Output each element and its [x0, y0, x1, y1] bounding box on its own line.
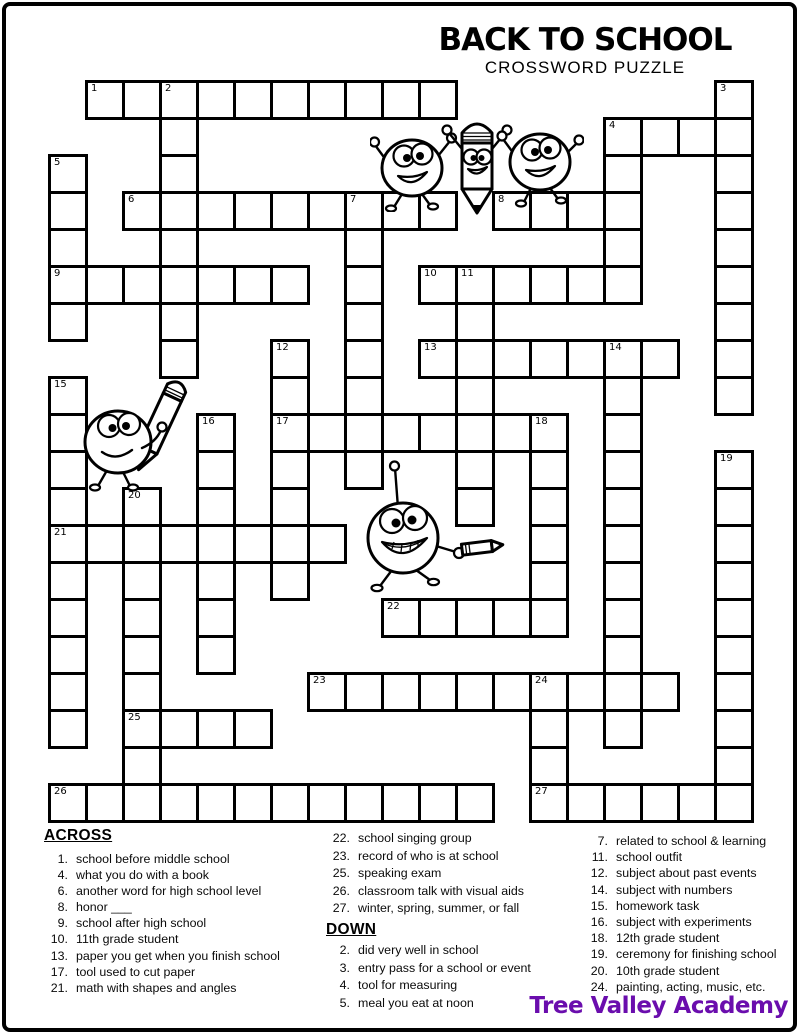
grid-cell-r14c15[interactable] [603, 598, 643, 638]
clue-number: 22. [332, 831, 350, 845]
clue-text: speaking exam [358, 866, 442, 881]
clue-text: school outfit [616, 850, 683, 865]
clue-number: 4. [57, 868, 68, 883]
grid-cell-r10c15[interactable] [603, 450, 643, 490]
grid-cell-r10c4[interactable] [196, 450, 236, 490]
clue-text: homework task [616, 898, 700, 913]
grid-cell-r17c2[interactable] [122, 709, 162, 749]
clue-item-19 [584, 946, 798, 962]
clue-number: 6. [57, 884, 68, 899]
grid-cell-r7c16[interactable] [640, 339, 680, 379]
grid-cell-r3c7[interactable] [307, 191, 347, 231]
clue-item-21 [44, 980, 330, 996]
clue-number: 5. [339, 995, 350, 1010]
grid-cell-r17c0[interactable] [48, 709, 88, 749]
clue-text: record of who is at school [358, 848, 499, 863]
grid-cell-r8c18[interactable] [714, 376, 754, 416]
grid-cell-r15c15[interactable] [603, 635, 643, 675]
clue-number: 16. [590, 915, 608, 930]
clue-text: 10th grade student [616, 963, 720, 978]
grid-cell-r17c3[interactable] [159, 709, 199, 749]
grid-cell-r13c18[interactable] [714, 561, 754, 601]
grid-cell-r5c12[interactable] [492, 265, 532, 305]
grid-cell-r13c6[interactable] [270, 561, 310, 601]
grid-cell-r11c15[interactable] [603, 487, 643, 527]
grid-cell-r10c18[interactable] [714, 450, 754, 490]
grid-cell-r15c0[interactable] [48, 635, 88, 675]
clue-number: 10. [50, 932, 68, 947]
grid-cell-r7c14[interactable] [566, 339, 606, 379]
grid-cell-r0c9[interactable] [381, 80, 421, 120]
grid-cell-r3c4[interactable] [196, 191, 236, 231]
clue-number: 12. [590, 866, 608, 881]
grid-cell-r7c10[interactable] [418, 339, 458, 379]
grid-cell-r16c7[interactable] [307, 672, 347, 712]
grid-cell-r16c12[interactable] [492, 672, 532, 712]
grid-cell-r5c4[interactable] [196, 265, 236, 305]
cell-number-24: 24 [535, 675, 548, 686]
clue-number: 17. [50, 964, 68, 979]
grid-cell-r19c10[interactable] [418, 783, 458, 823]
grid-cell-r14c18[interactable] [714, 598, 754, 638]
grid-cell-r12c6[interactable] [270, 524, 310, 564]
grid-cell-r14c0[interactable] [48, 598, 88, 638]
cell-number-3: 3 [720, 83, 727, 94]
clue-item-11 [584, 849, 798, 865]
grid-cell-r19c13[interactable] [529, 783, 569, 823]
cell-number-16: 16 [202, 416, 215, 427]
clue-item-8 [44, 899, 330, 915]
grid-cell-r5c18[interactable] [714, 265, 754, 305]
grid-cell-r19c0[interactable] [48, 783, 88, 823]
clue-number: 7. [597, 834, 608, 848]
grid-cell-r5c6[interactable] [270, 265, 310, 305]
clue-text: math with shapes and angles [76, 980, 237, 995]
grid-cell-r5c11[interactable] [455, 265, 495, 305]
cell-number-21: 21 [54, 527, 67, 538]
grid-cell-r16c10[interactable] [418, 672, 458, 712]
grid-cell-r2c3[interactable] [159, 154, 199, 194]
clue-number: 25. [332, 866, 350, 881]
grid-cell-r11c18[interactable] [714, 487, 754, 527]
clue-item-14 [584, 882, 798, 898]
clue-item-1 [44, 851, 330, 867]
grid-cell-r16c16[interactable] [640, 672, 680, 712]
cell-number-14: 14 [609, 342, 622, 353]
grid-cell-r9c15[interactable] [603, 413, 643, 453]
clue-number: 20. [590, 963, 608, 978]
grid-cell-r14c2[interactable] [122, 598, 162, 638]
grid-cell-r6c3[interactable] [159, 302, 199, 342]
grid-cell-r19c2[interactable] [122, 783, 162, 823]
clue-text: school after high school [76, 916, 207, 931]
clue-item-20 [584, 963, 798, 979]
grid-cell-r5c13[interactable] [529, 265, 569, 305]
grid-cell-r7c18[interactable] [714, 339, 754, 379]
grid-cell-r8c8[interactable] [344, 376, 384, 416]
clue-text: another word for high school level [76, 884, 262, 899]
grid-cell-r16c8[interactable] [344, 672, 384, 712]
grid-cell-r1c17[interactable] [677, 117, 717, 157]
grid-cell-r5c0[interactable] [48, 265, 88, 305]
clue-item-25 [326, 865, 586, 883]
grid-cell-r19c17[interactable] [677, 783, 717, 823]
grid-cell-r19c14[interactable] [566, 783, 606, 823]
grid-cell-r12c4[interactable] [196, 524, 236, 564]
clue-item-4 [44, 867, 330, 883]
grid-cell-r12c2[interactable] [122, 524, 162, 564]
grid-cell-r10c13[interactable] [529, 450, 569, 490]
grid-cell-r19c3[interactable] [159, 783, 199, 823]
jumping-blob-character [496, 112, 584, 208]
cell-number-25: 25 [128, 712, 141, 723]
grid-cell-r1c18[interactable] [714, 117, 754, 157]
cell-number-2: 2 [165, 83, 172, 94]
grid-cell-r7c6[interactable] [270, 339, 310, 379]
across-clue-column [44, 827, 330, 996]
grid-cell-r15c18[interactable] [714, 635, 754, 675]
grid-cell-r3c5[interactable] [233, 191, 273, 231]
grid-cell-r3c2[interactable] [122, 191, 162, 231]
cell-number-6: 6 [128, 194, 135, 205]
grid-cell-r16c2[interactable] [122, 672, 162, 712]
grid-cell-r4c8[interactable] [344, 228, 384, 268]
clue-text: paper you get when you finish school [76, 948, 280, 963]
clue-item-2 [326, 942, 586, 960]
grid-cell-r18c13[interactable] [529, 746, 569, 786]
clue-number: 27. [332, 901, 350, 916]
title-block [428, 24, 742, 78]
grid-cell-r16c11[interactable] [455, 672, 495, 712]
down-clue-column [584, 833, 798, 995]
grid-cell-r15c4[interactable] [196, 635, 236, 675]
grid-cell-r11c13[interactable] [529, 487, 569, 527]
grid-cell-r9c13[interactable] [529, 413, 569, 453]
clue-text: what you do with a book [76, 868, 209, 883]
grid-cell-r17c15[interactable] [603, 709, 643, 749]
clue-item-18 [584, 930, 798, 946]
clue-text: subject with numbers [616, 882, 733, 897]
grid-cell-r0c1[interactable] [85, 80, 125, 120]
grid-cell-r7c12[interactable] [492, 339, 532, 379]
grid-cell-r14c12[interactable] [492, 598, 532, 638]
grid-cell-r5c3[interactable] [159, 265, 199, 305]
grid-cell-r9c7[interactable] [307, 413, 347, 453]
grid-cell-r9c10[interactable] [418, 413, 458, 453]
clue-number: 26. [332, 883, 350, 898]
clue-number: 13. [50, 948, 68, 963]
cell-number-7: 7 [350, 194, 357, 205]
cell-number-1: 1 [91, 83, 98, 94]
grid-cell-r11c4[interactable] [196, 487, 236, 527]
grid-cell-r16c14[interactable] [566, 672, 606, 712]
grid-cell-r2c0[interactable] [48, 154, 88, 194]
grid-cell-r12c15[interactable] [603, 524, 643, 564]
clue-number: 15. [590, 898, 608, 913]
grid-cell-r16c18[interactable] [714, 672, 754, 712]
cell-number-5: 5 [54, 157, 61, 168]
grid-cell-r14c4[interactable] [196, 598, 236, 638]
clue-text: honor ___ [76, 900, 132, 915]
grid-cell-r7c13[interactable] [529, 339, 569, 379]
grid-cell-r6c11[interactable] [455, 302, 495, 342]
clue-number: 23. [332, 848, 350, 863]
running-blob-with-pencil-character [358, 458, 512, 600]
grid-cell-r12c3[interactable] [159, 524, 199, 564]
grid-cell-r13c2[interactable] [122, 561, 162, 601]
grid-cell-r19c4[interactable] [196, 783, 236, 823]
grid-cell-r3c6[interactable] [270, 191, 310, 231]
grid-cell-r13c15[interactable] [603, 561, 643, 601]
grid-cell-r7c11[interactable] [455, 339, 495, 379]
grid-cell-r5c5[interactable] [233, 265, 273, 305]
grid-cell-r4c15[interactable] [603, 228, 643, 268]
clue-number: 3. [339, 960, 350, 975]
grid-cell-r3c3[interactable] [159, 191, 199, 231]
grid-cell-r5c2[interactable] [122, 265, 162, 305]
grid-cell-r1c15[interactable] [603, 117, 643, 157]
grid-cell-r17c18[interactable] [714, 709, 754, 749]
down-header: DOWN [326, 920, 377, 938]
grid-cell-r12c1[interactable] [85, 524, 125, 564]
grid-cell-r6c8[interactable] [344, 302, 384, 342]
clue-text: winter, spring, summer, or fall [358, 901, 520, 916]
cell-number-23: 23 [313, 675, 326, 686]
clue-item-9 [44, 915, 330, 931]
clue-number: 9. [57, 916, 68, 931]
grid-cell-r10c6[interactable] [270, 450, 310, 490]
grid-cell-r19c11[interactable] [455, 783, 495, 823]
grid-cell-r9c8[interactable] [344, 413, 384, 453]
grid-cell-r2c18[interactable] [714, 154, 754, 194]
clue-item-13 [44, 948, 330, 964]
cell-number-18: 18 [535, 416, 548, 427]
grid-cell-r16c15[interactable] [603, 672, 643, 712]
cell-number-15: 15 [54, 379, 67, 390]
grid-cell-r8c6[interactable] [270, 376, 310, 416]
grid-cell-r0c4[interactable] [196, 80, 236, 120]
clue-item-6 [44, 883, 330, 899]
clue-text: subject about past events [616, 866, 757, 881]
grid-cell-r6c18[interactable] [714, 302, 754, 342]
clue-text: related to school & learning [616, 834, 767, 848]
grid-cell-r9c6[interactable] [270, 413, 310, 453]
grid-cell-r16c13[interactable] [529, 672, 569, 712]
cell-number-27: 27 [535, 786, 548, 797]
grid-cell-r6c0[interactable] [48, 302, 88, 342]
grid-cell-r0c7[interactable] [307, 80, 347, 120]
cell-number-4: 4 [609, 120, 616, 131]
grid-cell-r9c12[interactable] [492, 413, 532, 453]
cell-number-10: 10 [424, 268, 437, 279]
clue-item-22 [326, 830, 586, 848]
grid-cell-r1c3[interactable] [159, 117, 199, 157]
clue-text: 11th grade student [76, 932, 179, 947]
footer-logo: Tree Valley Academy [529, 993, 788, 1019]
grid-cell-r14c9[interactable] [381, 598, 421, 638]
grid-cell-r14c10[interactable] [418, 598, 458, 638]
clue-number: 18. [590, 931, 608, 946]
grid-cell-r12c0[interactable] [48, 524, 88, 564]
grid-cell-r9c9[interactable] [381, 413, 421, 453]
grid-cell-r17c13[interactable] [529, 709, 569, 749]
grid-cell-r19c8[interactable] [344, 783, 384, 823]
grid-cell-r0c6[interactable] [270, 80, 310, 120]
grid-cell-r13c0[interactable] [48, 561, 88, 601]
grid-cell-r19c5[interactable] [233, 783, 273, 823]
clue-text: subject with experiments [616, 915, 752, 930]
clue-item-3 [326, 960, 586, 978]
grid-cell-r18c18[interactable] [714, 746, 754, 786]
clue-text: ceremony for finishing school [616, 947, 777, 962]
cell-number-8: 8 [498, 194, 505, 205]
grid-cell-r19c7[interactable] [307, 783, 347, 823]
grid-cell-r1c16[interactable] [640, 117, 680, 157]
clue-text: school singing group [358, 831, 472, 845]
clue-item-17 [44, 964, 330, 980]
grid-cell-r13c4[interactable] [196, 561, 236, 601]
clue-item-7 [584, 833, 798, 849]
clue-number: 2. [339, 942, 350, 957]
grid-cell-r14c11[interactable] [455, 598, 495, 638]
cell-number-17: 17 [276, 416, 289, 427]
writing-blob-character [78, 368, 200, 494]
grid-cell-r3c18[interactable] [714, 191, 754, 231]
grid-cell-r5c15[interactable] [603, 265, 643, 305]
clue-item-16 [584, 914, 798, 930]
grid-cell-r19c18[interactable] [714, 783, 754, 823]
grid-cell-r5c10[interactable] [418, 265, 458, 305]
page-subtitle: CROSSWORD PUZZLE [484, 57, 686, 77]
grid-cell-r7c15[interactable] [603, 339, 643, 379]
clue-text: entry pass for a school or event [358, 960, 531, 975]
cell-number-22: 22 [387, 601, 400, 612]
grid-cell-r0c2[interactable] [122, 80, 162, 120]
clue-item-27 [326, 900, 586, 918]
grid-cell-r9c4[interactable] [196, 413, 236, 453]
clue-number: 8. [57, 900, 68, 915]
clue-text: tool used to cut paper [76, 964, 196, 979]
grid-cell-r18c2[interactable] [122, 746, 162, 786]
cell-number-9: 9 [54, 268, 61, 279]
clue-item-26 [326, 883, 586, 901]
grid-cell-r0c3[interactable] [159, 80, 199, 120]
clue-number: 4. [339, 978, 350, 993]
grid-cell-r19c15[interactable] [603, 783, 643, 823]
grid-cell-r12c18[interactable] [714, 524, 754, 564]
clue-number: 1. [57, 852, 68, 866]
grid-cell-r4c0[interactable] [48, 228, 88, 268]
grid-cell-r16c0[interactable] [48, 672, 88, 712]
grid-cell-r17c5[interactable] [233, 709, 273, 749]
clue-text: painting, acting, music, etc. [616, 979, 766, 994]
grid-cell-r19c9[interactable] [381, 783, 421, 823]
clue-item-15 [584, 898, 798, 914]
clue-text: 12th grade student [616, 931, 720, 946]
clue-text: classroom talk with visual aids [358, 883, 524, 898]
grid-cell-r5c14[interactable] [566, 265, 606, 305]
grid-cell-r5c1[interactable] [85, 265, 125, 305]
grid-cell-r8c15[interactable] [603, 376, 643, 416]
grid-cell-r17c4[interactable] [196, 709, 236, 749]
clue-item-10 [44, 931, 330, 947]
grid-cell-r14c13[interactable] [529, 598, 569, 638]
clue-number: 24. [590, 979, 608, 994]
grid-cell-r8c11[interactable] [455, 376, 495, 416]
grid-cell-r4c3[interactable] [159, 228, 199, 268]
grid-cell-r7c8[interactable] [344, 339, 384, 379]
grid-cell-r0c5[interactable] [233, 80, 273, 120]
grid-cell-r11c6[interactable] [270, 487, 310, 527]
clue-item-12 [584, 865, 798, 881]
grid-cell-r19c6[interactable] [270, 783, 310, 823]
grid-cell-r9c11[interactable] [455, 413, 495, 453]
across-header: ACROSS [44, 827, 113, 844]
grid-cell-r5c8[interactable] [344, 265, 384, 305]
grid-cell-r16c9[interactable] [381, 672, 421, 712]
cell-number-13: 13 [424, 342, 437, 353]
page-title: BACK TO SCHOOL [438, 22, 732, 58]
middle-clue-column [326, 830, 586, 1012]
clue-text: did very well in school [358, 942, 479, 957]
grid-cell-r3c0[interactable] [48, 191, 88, 231]
grid-cell-r15c2[interactable] [122, 635, 162, 675]
clue-number: 21. [50, 980, 68, 995]
grid-cell-r13c13[interactable] [529, 561, 569, 601]
cell-number-11: 11 [461, 268, 474, 279]
grid-cell-r12c13[interactable] [529, 524, 569, 564]
clue-item-23 [326, 848, 586, 866]
grid-cell-r19c16[interactable] [640, 783, 680, 823]
grid-cell-r12c5[interactable] [233, 524, 273, 564]
clue-number: 11. [591, 850, 608, 865]
grid-cell-r4c18[interactable] [714, 228, 754, 268]
clue-text: school before middle school [76, 852, 230, 866]
cell-number-26: 26 [54, 786, 67, 797]
clue-text: tool for measuring [358, 978, 458, 993]
cell-number-20: 20 [128, 490, 141, 501]
clue-text: meal you eat at noon [358, 995, 474, 1010]
grid-cell-r19c1[interactable] [85, 783, 125, 823]
grid-cell-r12c7[interactable] [307, 524, 347, 564]
cell-number-12: 12 [276, 342, 289, 353]
grid-cell-r2c15[interactable] [603, 154, 643, 194]
grid-cell-r0c8[interactable] [344, 80, 384, 120]
cell-number-19: 19 [720, 453, 733, 464]
grid-cell-r3c15[interactable] [603, 191, 643, 231]
clue-number: 19. [590, 947, 608, 962]
clue-number: 14. [590, 882, 608, 897]
grid-cell-r0c18[interactable] [714, 80, 754, 120]
